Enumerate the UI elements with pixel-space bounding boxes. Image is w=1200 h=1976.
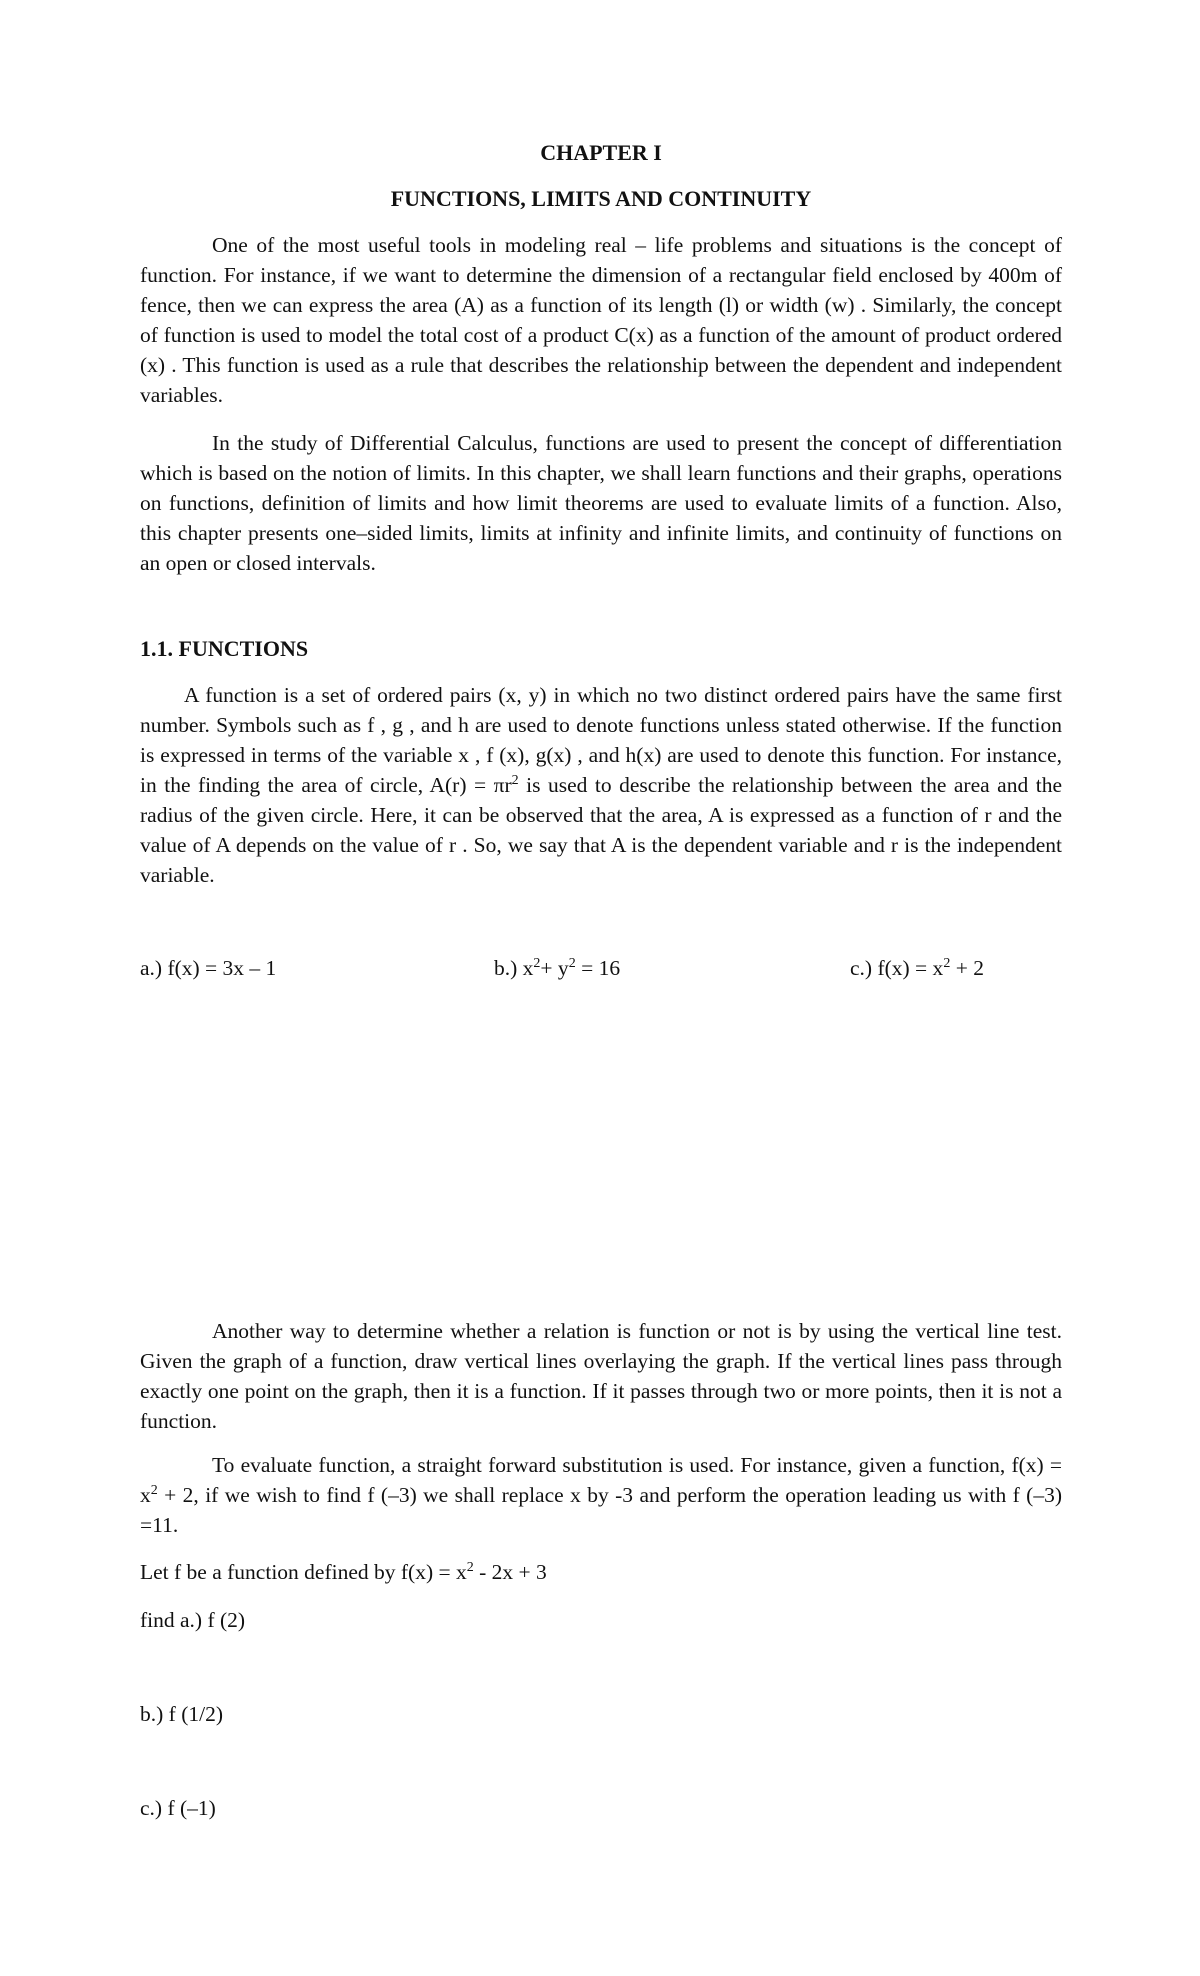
- function-paragraph-text-1: A function is a set of ordered pairs (x, y) in which no two distinct ordered pairs have the same first number. Symbols such as f , g , and h are used to denote functions unless stated otherwise. If the function is expressed in terms of the variable x , f (x), g(x) , and h(x) are used to denote this function. For instance, in the finding the area of circle, A(r) = πr: [140, 683, 1062, 797]
- example-b-suffix: = 16: [575, 956, 621, 980]
- example-b-exponent-2: 2: [568, 955, 576, 971]
- exercise-definition-suffix: - 2x + 3: [473, 1560, 547, 1584]
- example-b-prefix: b.) x: [494, 956, 534, 980]
- function-paragraph: [140, 680, 1062, 890]
- example-c-exponent: 2: [943, 955, 951, 971]
- exercise-item-b: b.) f (1/2): [140, 1702, 223, 1726]
- exercise-definition-exponent: 2: [466, 1559, 474, 1575]
- intro-paragraph-2: In the study of Differential Calculus, functions are used to present the concept of differentiation which is based on the notion of limits. In this chapter, we shall learn functions and their graphs, operations on functions, definition of limits and how limit theorems are used to evaluate limits of a function. Also, this chapter presents one–sided limits, limits at infinity and infinite limits, and continuity of functions on an open or closed intervals.: [140, 431, 1062, 575]
- example-a: a.) f(x) = 3x – 1: [140, 956, 277, 980]
- intro-paragraph-1: One of the most useful tools in modeling real – life problems and situations is the concept of function. For instance, if we want to determine the dimension of a rectangular field enclosed by 400m of fence, then we can express the area (A) as a function of its length (l) or width (w) . Similarly, the concept of function is used to model the total cost of a product C(x) as a function of the amount of product ordered (x) . This function is used as a rule that describes the relationship between the dependent and independent variables.: [140, 233, 1062, 407]
- chapter-title: CHAPTER I: [540, 140, 662, 165]
- evaluate-paragraph-text-1: To evaluate function, a straight forward substitution is used. For instance, given a function, f(x) = x: [140, 1453, 1062, 1507]
- example-c-prefix: c.) f(x) = x: [850, 956, 944, 980]
- example-c-suffix: + 2: [950, 956, 984, 980]
- vertical-line-paragraph: Another way to determine whether a relation is function or not is by using the vertical line test. Given the graph of a function, draw vertical lines overlaying the graph. If the vertical lines pass through exactly one point on the graph, then it is a function. If it passes through two or more points, then it is not a function.: [140, 1319, 1062, 1433]
- exercise-item-c: c.) f (–1): [140, 1796, 216, 1820]
- function-paragraph-exponent: 2: [511, 772, 519, 788]
- exercise-definition-prefix: Let f be a function defined by f(x) = x: [140, 1560, 467, 1584]
- evaluate-paragraph-text-2: + 2, if we wish to find f (–3) we shall replace x by -3 and perform the operation leading us with f (–3) =11.: [140, 1483, 1062, 1537]
- exercise-item-a: find a.) f (2): [140, 1608, 246, 1632]
- example-c: [850, 956, 984, 981]
- example-b: [494, 956, 620, 981]
- function-paragraph-text-2: is used to describe the relationship between the area and the radius of the given circle. Here, it can be observed that the area, A is expressed as a function of r and the value of A depends on the value of r . So, we say that A is the dependent variable and r is the independent variable.: [140, 773, 1062, 887]
- evaluate-paragraph-exponent: 2: [150, 1482, 158, 1498]
- section-heading: 1.1. FUNCTIONS: [140, 636, 309, 661]
- example-b-mid: + y: [540, 956, 569, 980]
- example-b-exponent-1: 2: [533, 955, 541, 971]
- exercise-definition: [140, 1560, 1062, 1585]
- evaluate-paragraph: [140, 1450, 1062, 1540]
- chapter-subtitle: FUNCTIONS, LIMITS AND CONTINUITY: [390, 186, 812, 211]
